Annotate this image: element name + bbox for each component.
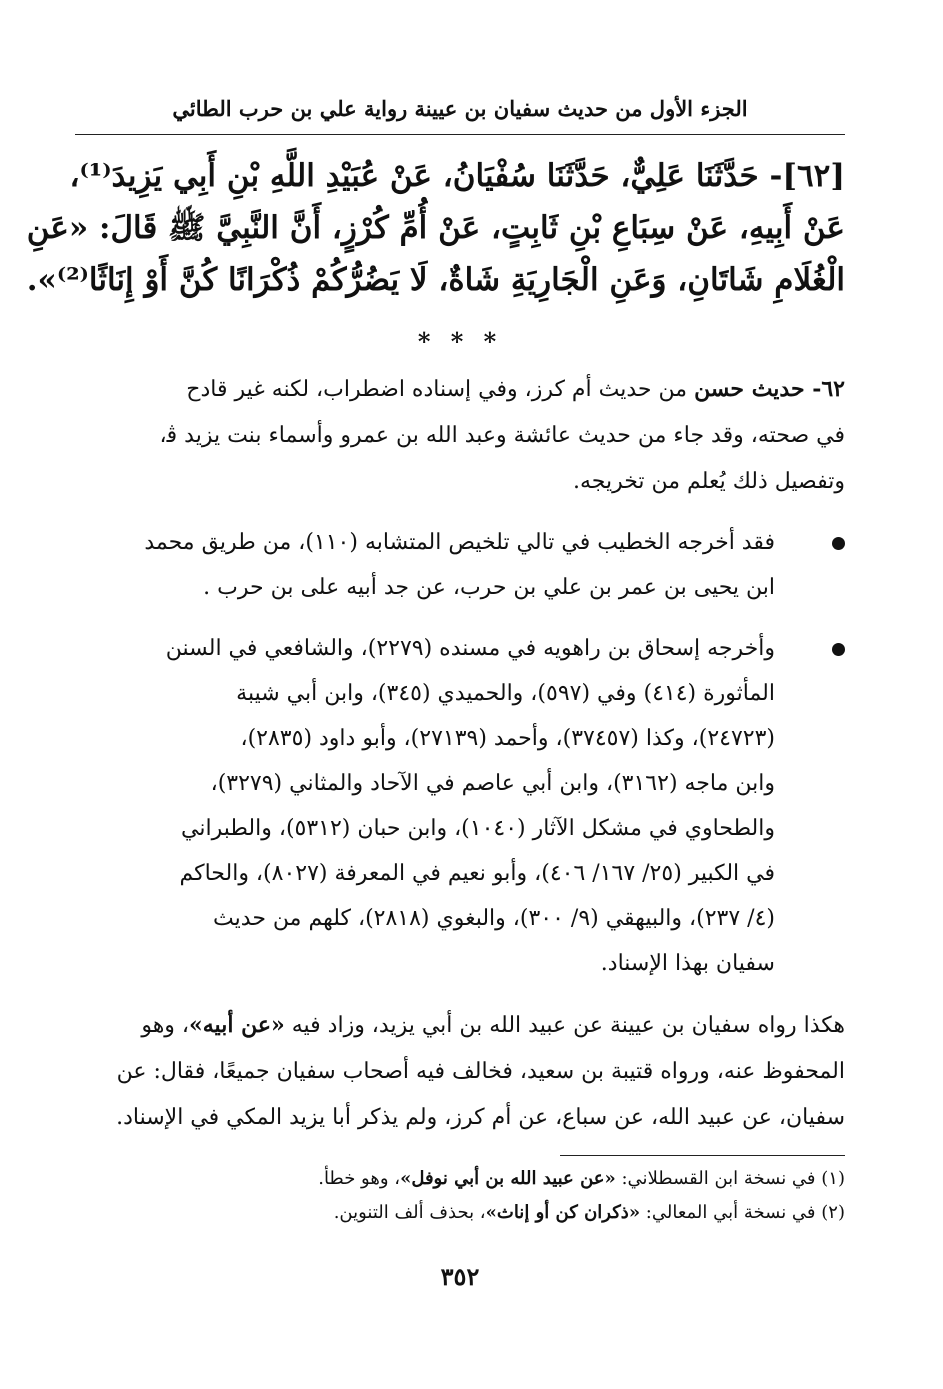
footnote	[75, 1162, 845, 1196]
bullet-line: (٢٤٧٢٣)، وكذا (٣٧٤٥٧)، وأحمد (٢٧١٣٩)، وأبو داود (٢٨٣٥)،	[240, 726, 775, 751]
hadith-line: الْغُلَامِ شَاتَانِ، وَعَنِ الْجَارِيَةِ شَاةٌ، لَا يَضُرُّكُمْ ذُكْرَانًا كُنَّ أَوْ إِنَاثًا⁽²⁾».	[26, 262, 845, 298]
footnote-number: (٢)	[821, 1202, 845, 1223]
running-header: الجزء الأول من حديث سفيان بن عيينة رواية علي بن حرب الطائي	[172, 96, 748, 121]
quoted-addition: «عن أبيه»	[189, 1012, 285, 1038]
header-rule	[75, 134, 845, 135]
commentary-text: من حديث أم كرز، وفي إسناده اضطراب، لكنه غير قادح	[186, 377, 695, 402]
footnote-quote: «ذكران كن أو إناث»	[485, 1202, 641, 1223]
footnote-text: ، بحذف ألف التنوين.	[333, 1202, 486, 1223]
bullet-line: ابن يحيى بن عمر بن علي بن حرب، عن جد أبيه على بن حرب .	[203, 575, 775, 600]
footnote-text: في نسخة أبي المعالي:	[640, 1202, 822, 1223]
footnote-rule	[560, 1155, 845, 1156]
commentary-paragraph	[75, 366, 845, 505]
hadith-text	[26, 150, 845, 306]
bullet-line: وأخرجه إسحاق بن راهويه في مسنده (٢٢٧٩)، والشافعي في السنن	[165, 636, 775, 661]
takhrij-bullet	[75, 520, 845, 610]
closing-text: ، وهو	[141, 1013, 190, 1038]
bullet-line: في الكبير (٢٥/ ١٦٧/ ٤٠٦)، وأبو نعيم في المعرفة (٨٠٢٧)، والحاكم	[179, 861, 775, 886]
closing-text: هكذا رواه سفيان بن عيينة عن عبيد الله بن أبي يزيد، وزاد فيه	[284, 1013, 845, 1038]
bullet-line: سفيان بهذا الإسناد.	[600, 951, 775, 976]
footnotes	[75, 1162, 845, 1230]
hadith-grade: ٦٢- حديث حسن	[694, 376, 845, 402]
footnote-text: ، وهو خطأ.	[318, 1168, 401, 1189]
footnote	[75, 1196, 845, 1230]
bullet-line: وابن ماجه (٣١٦٢)، وابن أبي عاصم في الآحاد والمثاني (٣٢٧٩)،	[210, 771, 775, 796]
takhrij-bullet	[75, 626, 845, 986]
closing-paragraph	[75, 1002, 845, 1141]
footnote-number: (١)	[821, 1168, 845, 1189]
hadith-line: عَنْ أَبِيهِ، عَنْ سِبَاعِ بْنِ ثَابِتٍ، عَنْ أُمِّ كُرْزٍ، أَنَّ النَّبِيَّ ﷺ قَالَ: «عَنِ	[26, 210, 845, 246]
bullet-dot-icon	[832, 537, 845, 550]
bullet-dot-icon	[832, 643, 845, 656]
closing-line: سفيان، عن عبيد الله، عن سباع، عن أم كرز، ولم يذكر أبا يزيد المكي في الإسناد.	[116, 1105, 845, 1130]
footnote-quote: «عن عبيد الله بن أبي نوفل»	[400, 1168, 616, 1189]
commentary-line: في صحته، وقد جاء من حديث عائشة وعبد الله بن عمرو وأسماء بنت يزيد ﭬ،	[159, 423, 845, 448]
footnote-text: في نسخة ابن القسطلاني:	[615, 1168, 822, 1189]
section-separator: * * *	[417, 327, 503, 356]
bullet-line: (٤/ ٢٣٧)، والبيهقي (٩/ ٣٠٠)، والبغوي (٢٨١٨)، كلهم من حديث	[213, 906, 775, 931]
commentary-line	[75, 366, 845, 413]
hadith-line: [٦٢]- حَدَّثَنَا عَلِيٌّ، حَدَّثَنَا سُفْيَانُ، عَنْ عُبَيْدِ اللَّهِ بْنِ أَبِي يَزِيدَ⁽¹⁾،	[69, 158, 845, 194]
closing-line	[75, 1002, 845, 1049]
bullet-line: فقد أخرجه الخطيب في تالي تلخيص المتشابه (١١٠)، من طريق محمد	[144, 530, 775, 555]
bullet-line: المأثورة (٤١٤) وفي (٥٩٧)، والحميدي (٣٤٥)، وابن أبي شيبة	[236, 681, 775, 706]
bullet-line: والطحاوي في مشكل الآثار (١٠٤٠)، وابن حبان (٥٣١٢)، والطبراني	[181, 816, 775, 841]
closing-line: المحفوظ عنه، ورواه قتيبة بن سعيد، فخالف فيه أصحاب سفيان جميعًا، فقال: عن	[116, 1059, 845, 1084]
page-number: ٣٥٢	[440, 1262, 480, 1291]
commentary-line: وتفصيل ذلك يُعلم من تخريجه.	[572, 469, 845, 494]
